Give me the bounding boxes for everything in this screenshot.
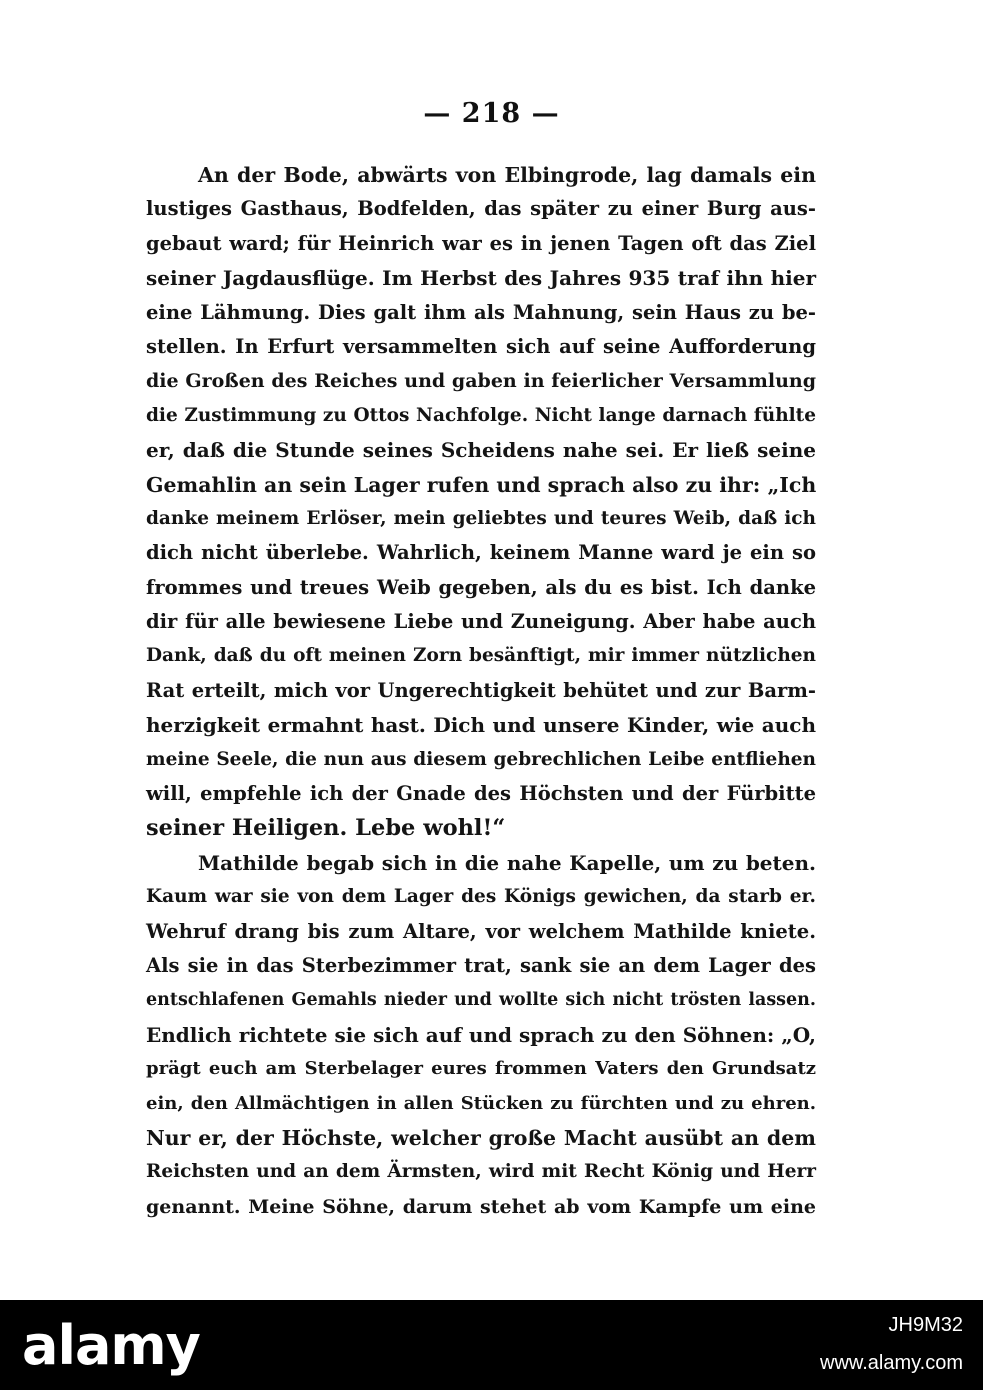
text-line: Nur er, der Höchste, welcher große Macht ausübt an dem [146,1125,816,1150]
text-line: Mathilde begab sich in die nahe Kapelle, um zu beten. [198,850,816,875]
text-line: entschlafenen Gemahls nieder und wollte sich nicht trösten lassen. [146,990,816,1011]
text-line: stellen. In Erfurt versammelten sich auf seine Aufforderung [146,334,816,358]
text-line: seiner Heiligen. Lebe wohl!“ [146,815,506,842]
text-line: die Zustimmung zu Ottos Nachfolge. Nicht lange darnach fühlte [146,404,816,426]
text-line: herzigkeit ermahnt hast. Dich und unsere Kinder, wie auch [146,713,816,738]
text-line: will, empfehle ich der Gnade des Höchsten und der Fürbitte [146,782,816,806]
body-text [146,158,816,1224]
text-line: An der Bode, abwärts von Elbingrode, lag damals ein [198,163,816,187]
text-line: meine Seele, die nun aus diesem gebrechlichen Leibe entfliehen [146,748,816,770]
text-line: Gemahlin an sein Lager rufen und sprach also zu ihr: „Ich [146,472,817,497]
text-line: genannt. Meine Söhne, darum stehet ab vom Kampfe um eine [146,1195,816,1218]
text-line: die Großen des Reiches und gaben in feierlicher Versammlung [146,370,816,393]
text-line: Dank, daß du oft meinen Zorn besänftigt, mir immer nützlichen [146,645,816,667]
text-line: danke meinem Erlöser, mein geliebtes und teures Weib, daß ich [146,507,816,529]
text-line: Reichsten und an dem Ärmsten, wird mit Recht König und Herr [146,1161,816,1183]
text-line: prägt euch am Sterbelager eures frommen Vaters den Grundsatz [146,1058,816,1080]
image-id: JH9M32 [888,1314,963,1336]
text-line: Rat erteilt, mich vor Ungerechtigkeit behütet und zur Barm- [146,678,816,702]
text-line: dir für alle bewiesene Liebe und Zuneigung. Aber habe auch [146,610,816,634]
text-line: dich nicht überlebe. Wahrlich, keinem Manne ward je ein so [146,541,816,565]
text-line: seiner Jagdausflüge. Im Herbst des Jahres 935 traf ihn hier [146,266,816,291]
watermark-banner [0,1300,983,1390]
text-line: Kaum war sie von dem Lager des Königs gewichen, da starb er. [146,886,816,908]
text-line: eine Lähmung. Dies galt ihm als Mahnung, sein Haus zu be- [146,300,816,324]
text-line: Endlich richtete sie sich auf und sprach zu den Söhnen: „O, [146,1022,816,1047]
site-url: www.alamy.com [820,1352,963,1374]
text-line: gebaut ward; für Heinrich war es in jenen Tagen oft das Ziel [146,231,816,255]
text-line: Als sie in das Sterbezimmer trat, sank sie an dem Lager des [146,953,816,977]
text-line: er, daß die Stunde seines Scheidens nahe sei. Er ließ seine [146,438,816,463]
text-line: lustiges Gasthaus, Bodfelden, das später zu einer Burg aus- [146,197,816,221]
page-number: — 218 — [423,98,560,129]
text-line: frommes und treues Weib gegeben, als du es bist. Ich danke [146,575,816,599]
text-line: ein, den Allmächtigen in allen Stücken zu fürchten und zu ehren. [146,1092,816,1114]
text-line: Wehruf drang bis zum Altare, vor welchem Mathilde kniete. [146,919,816,943]
brand-logo: alamy [22,1314,200,1377]
